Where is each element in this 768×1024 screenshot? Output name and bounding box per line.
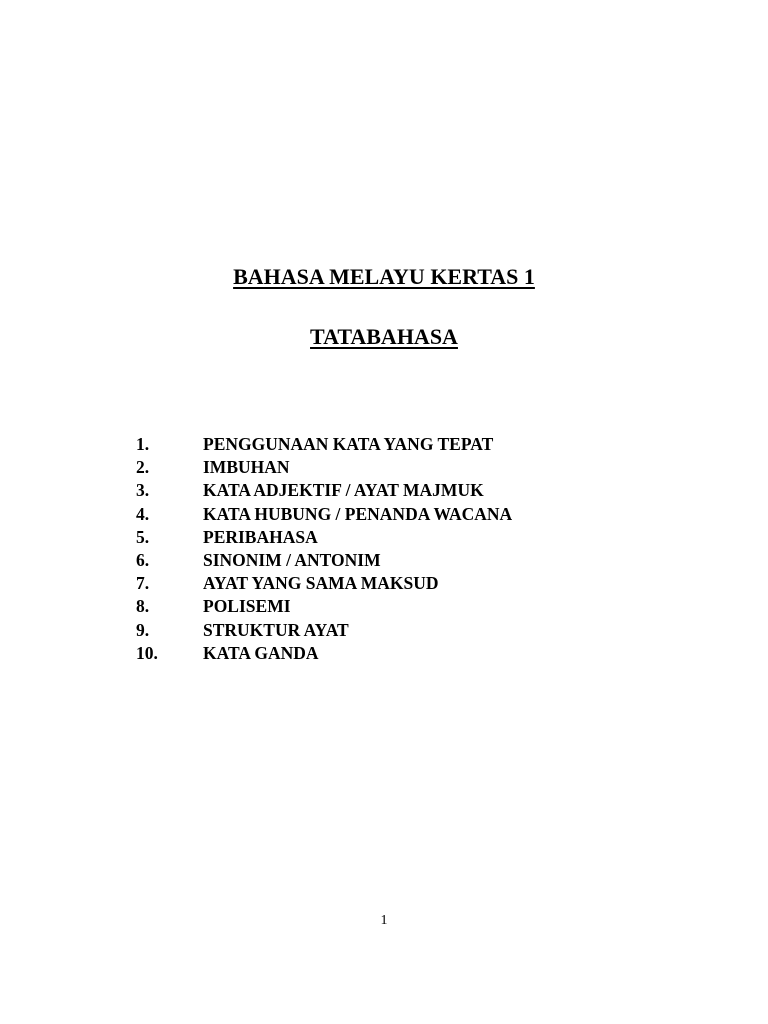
topic-number: 9. — [136, 619, 150, 640]
topic-item-3 — [136, 479, 512, 502]
topic-label: PERIBAHASA — [203, 526, 318, 547]
topic-label: IMBUHAN — [203, 457, 290, 478]
topic-label: KATA ADJEKTIF / AYAT MAJMUK — [203, 480, 484, 501]
topic-item-9 — [136, 619, 512, 642]
topic-item-1 — [136, 433, 512, 456]
document-subtitle: TATABAHASA — [310, 324, 458, 349]
document-title: BAHASA MELAYU KERTAS 1 — [233, 264, 535, 289]
topic-number: 7. — [136, 573, 150, 594]
topic-number: 5. — [136, 526, 150, 547]
page-number: 1 — [380, 913, 388, 928]
topic-item-8 — [136, 595, 512, 618]
topic-label: KATA GANDA — [203, 642, 319, 663]
topic-label: POLISEMI — [203, 596, 291, 617]
topic-label: KATA HUBUNG / PENANDA WACANA — [203, 503, 513, 524]
topic-number: 6. — [136, 549, 150, 570]
topic-item-10 — [136, 642, 512, 665]
topic-item-7 — [136, 572, 512, 595]
topic-item-5 — [136, 526, 512, 549]
topic-label: AYAT YANG SAMA MAKSUD — [203, 573, 439, 594]
topic-number: 4. — [136, 503, 150, 524]
topic-number: 3. — [136, 480, 150, 501]
topic-number: 1. — [136, 434, 150, 454]
topic-label: PENGGUNAAN KATA YANG TEPAT — [203, 434, 494, 454]
topic-item-6 — [136, 549, 512, 572]
topic-item-2 — [136, 456, 512, 479]
topic-item-4 — [136, 503, 512, 526]
topic-number: 10. — [136, 642, 158, 663]
topic-label: STRUKTUR AYAT — [203, 619, 349, 640]
topic-label: SINONIM / ANTONIM — [203, 549, 381, 570]
topic-list — [136, 433, 512, 665]
topic-number: 8. — [136, 596, 150, 617]
topic-number: 2. — [136, 457, 150, 478]
